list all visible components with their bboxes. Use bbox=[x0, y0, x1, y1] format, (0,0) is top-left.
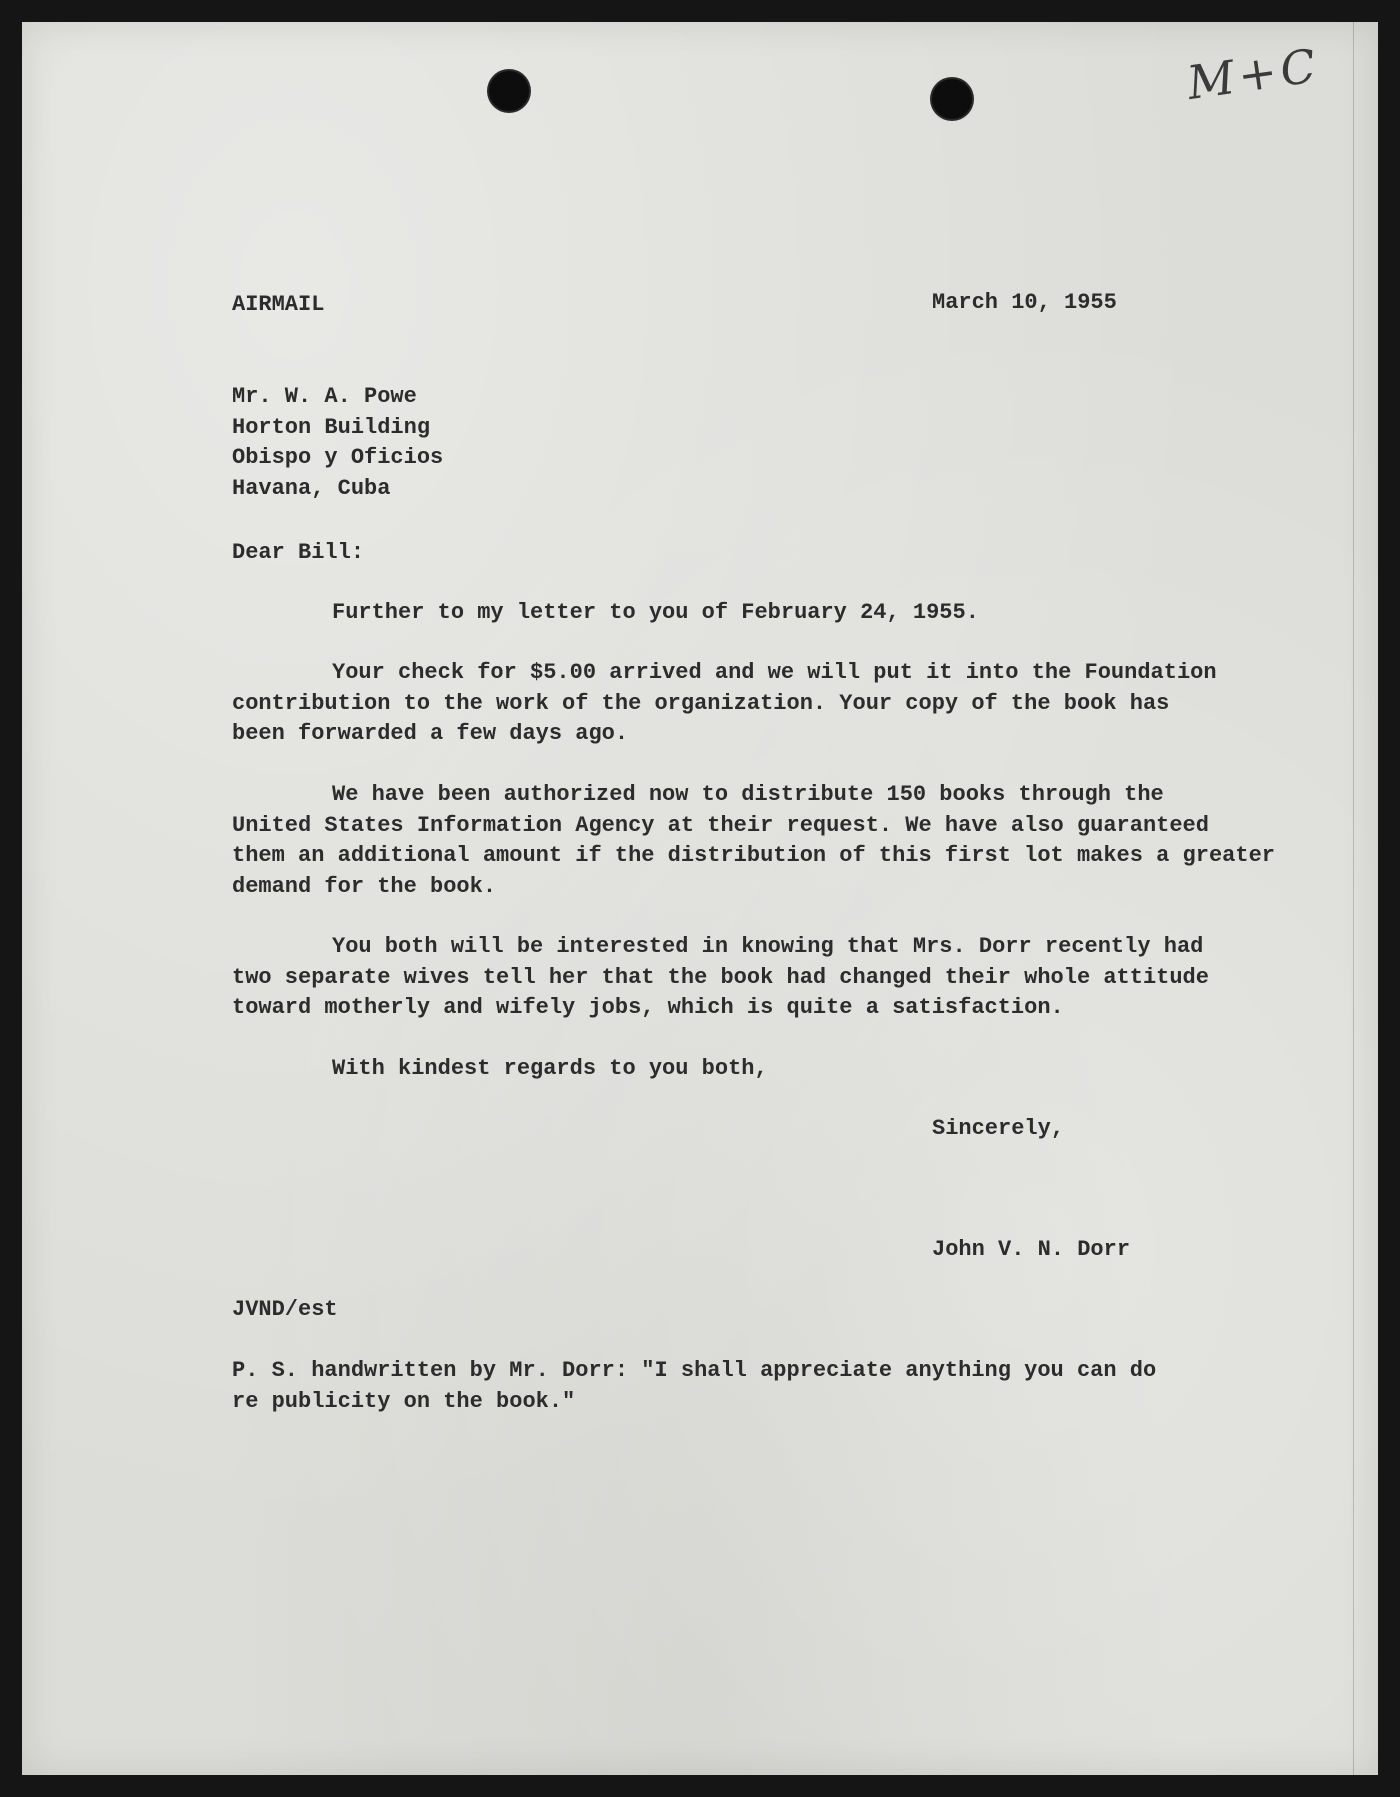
paragraph-3 bbox=[232, 780, 1275, 902]
paragraph-2 bbox=[232, 658, 1217, 750]
paragraph-line: them an additional amount if the distribution of this first lot makes a greater bbox=[232, 843, 1275, 868]
signer-name: John V. N. Dorr bbox=[932, 1237, 1131, 1262]
recipient-address bbox=[232, 382, 443, 504]
paragraph-line: toward motherly and wifely jobs, which is quite a satisfaction. bbox=[232, 995, 1064, 1020]
airmail-label: AIRMAIL bbox=[232, 292, 325, 317]
postscript-line: re publicity on the book." bbox=[232, 1388, 576, 1414]
paragraph-4 bbox=[232, 932, 1209, 1024]
paragraph-line: We have been authorized now to distribute 150 books through the bbox=[332, 782, 1164, 807]
paragraph-line: With kindest regards to you both, bbox=[332, 1056, 768, 1081]
handwritten-mark: M+C bbox=[1183, 38, 1323, 110]
address-line: Obispo y Oficios bbox=[232, 445, 444, 470]
page-edge-fold bbox=[1353, 22, 1354, 1775]
punch-hole-left bbox=[489, 71, 529, 111]
postscript-line: P. S. handwritten by Mr. Dorr: "I shall appreciate anything you can do bbox=[232, 1358, 1157, 1383]
address-line: Havana, Cuba bbox=[232, 475, 391, 501]
address-line: Horton Building bbox=[232, 414, 431, 440]
paragraph-line: United States Information Agency at their request. We have also guaranteed bbox=[232, 812, 1209, 838]
paragraph-line: been forwarded a few days ago. bbox=[232, 721, 629, 746]
paragraph-line: demand for the book. bbox=[232, 873, 497, 899]
closing: Sincerely, bbox=[932, 1116, 1065, 1141]
paragraph-line: Further to my letter to you of February 24, 1955. bbox=[332, 600, 979, 625]
paragraph-5 bbox=[232, 1054, 768, 1085]
letter-page bbox=[22, 22, 1378, 1775]
paragraph-line: You both will be interested in knowing that Mrs. Dorr recently had bbox=[332, 934, 1204, 959]
paragraph-line: two separate wives tell her that the book had changed their whole attitude bbox=[232, 964, 1209, 990]
punch-hole-right bbox=[932, 79, 972, 119]
paragraph-line: contribution to the work of the organization. Your copy of the book has bbox=[232, 690, 1170, 716]
paragraph-line: Your check for $5.00 arrived and we will put it into the Foundation bbox=[332, 660, 1217, 685]
paragraph-1 bbox=[232, 598, 979, 629]
salutation: Dear Bill: bbox=[232, 540, 365, 565]
typist-initials: JVND/est bbox=[232, 1297, 338, 1322]
postscript bbox=[232, 1356, 1156, 1417]
address-line: Mr. W. A. Powe bbox=[232, 384, 417, 409]
letter-date: March 10, 1955 bbox=[932, 290, 1117, 315]
